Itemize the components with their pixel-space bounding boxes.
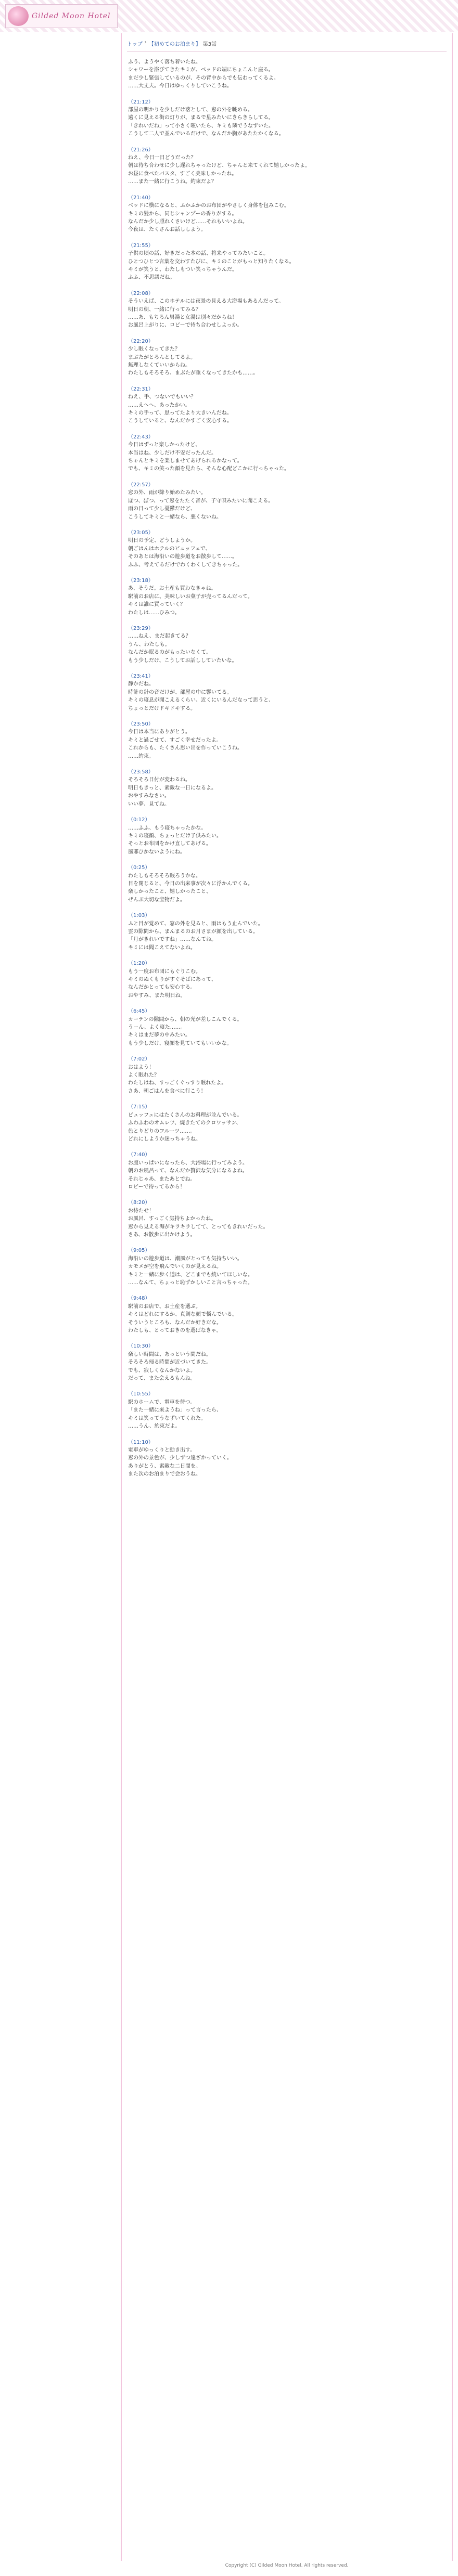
timestamp: （21:12） <box>128 99 154 105</box>
timestamp: （22:20） <box>128 338 154 344</box>
timestamp: （21:55） <box>128 242 154 249</box>
timestamp: （1:03） <box>128 913 150 919</box>
story-paragraph <box>128 816 446 856</box>
paragraph-text: 駅前のお店で、お土産を選ぶ。 キミはどれにするか、真剣な顔で悩んでいる。 そういうところも、なんだか好きだな。 わたしも、とっておきのを選ばなきゃ。 <box>128 1303 237 1334</box>
timestamp: （22:31） <box>128 386 154 392</box>
story-paragraph <box>128 864 446 904</box>
story-paragraph <box>128 1247 446 1287</box>
story-paragraph <box>128 768 446 808</box>
paragraph-text: ベッドに横になると、ふかふかのお布団がやさしく身体を包みこむ。 キミの髪から、同じシャンプーの香りがする。 なんだか少し照れくさいけど……それもいいよね。 今夜は、たくさんお話ししよう。 <box>128 203 289 233</box>
timestamp: （23:18） <box>128 577 154 584</box>
timestamp: （6:45） <box>128 1008 150 1015</box>
timestamp: （22:08） <box>128 290 154 296</box>
paragraph-text: ねえ、手、つないでもいい？ ……えへへ、あったかい。 キミの手って、思ってたより大きいんだね。 こうしていると、なんだかすごく安心する。 <box>128 394 232 424</box>
story-paragraph <box>128 912 446 952</box>
timestamp: （7:02） <box>128 1056 150 1063</box>
timestamp: （7:40） <box>128 1152 150 1158</box>
paragraph-text: ……ふふ、もう寝ちゃったかな。 キミの寝顔、ちょっとだけ子供みたい。 そっとお布団をかけ直してあげる。 風邪ひかないようにね。 <box>128 825 222 855</box>
timestamp: （23:58） <box>128 769 154 775</box>
story-paragraph <box>128 1151 446 1191</box>
story-paragraph <box>128 625 446 665</box>
timestamp: （0:12） <box>128 817 150 823</box>
paragraph-text: 明日の予定、どうしようか。 朝ごはんはホテルのビュッフェで、 そのあとは海沿いの遊歩道をお散歩して……。 ふふ、考えてるだけでわくわくしてきちゃった。 <box>128 538 243 568</box>
timestamp: （9:48） <box>128 1296 150 1302</box>
paragraph-text: 海沿いの遊歩道は、潮風がとっても気持ちいい。 カモメが空を飛んでいくのが見えるね。 キミと一緒に歩く道は、どこまでも続いてほしいな。 ……なんて、ちょっと恥ずかしいこと言っちゃった。 <box>128 1255 253 1286</box>
story-paragraph <box>128 338 446 378</box>
paragraph-text: 楽しい時間は、あっという間だね。 そろそろ帰る時間が近づいてきた。 でも、寂しくなんかないよ。 だって、また会えるもんね。 <box>128 1351 211 1382</box>
story-paragraph <box>128 194 446 234</box>
timestamp: （9:05） <box>128 1248 150 1254</box>
story-paragraph <box>128 960 446 1000</box>
story-paragraph <box>128 385 446 425</box>
paragraph-text: ふと目が覚めて、窓の外を見ると、雨はもう止んでいた。 雲の隙間から、まんまるのお月さまが顔を出している。 「月がきれいですね」……なんてね。 キミには聞こえてないよね。 <box>128 921 263 951</box>
breadcrumb-home-link[interactable]: トップ <box>127 42 143 47</box>
story-page <box>121 33 453 2561</box>
story-paragraph <box>128 290 446 330</box>
timestamp: （11:10） <box>128 1439 154 1445</box>
timestamp: （22:57） <box>128 482 154 488</box>
breadcrumb-current: 第3話 <box>202 42 217 47</box>
divider <box>127 51 447 52</box>
paragraph-text: そろそろ日付が変わるね。 明日もきっと、素敵な一日になるよ。 おやすみなさい。 いい夢、見てね。 <box>128 777 217 807</box>
timestamp: （21:26） <box>128 147 154 153</box>
breadcrumb-section-link[interactable]: 【初めてのお泊まり】 <box>148 42 201 47</box>
logo-emblem-icon <box>8 6 29 26</box>
story-paragraph <box>128 58 446 90</box>
timestamp: （10:30） <box>128 1343 154 1350</box>
paragraph-text: わたしもそろそろ眠ろうかな。 目を閉じると、今日の出来事が次々に浮かんでくる。 楽しかったこと、嬉しかったこと、 ぜんぶ大切な宝物だよ。 <box>128 873 253 903</box>
story-paragraph <box>128 720 446 760</box>
paragraph-text: そういえば、このホテルには夜景の見える大浴場もあるんだって。 明日の朝、一緒に行ってみる？ ……あ、もちろん男湯と女湯は別々だからね！ お風呂上がりに、ロビーで待ち合わせしよっか。 <box>128 299 284 329</box>
paragraph-text: もう一度お布団にもぐりこむ。 キミのぬくもりがすぐそばにあって、 なんだかとっても安心する。 おやすみ、また明日ね。 <box>128 968 217 999</box>
story-paragraph <box>128 1007 446 1047</box>
paragraph-text: あ、そうだ。お土産も買わなきゃね。 駅前のお店に、美味しいお菓子が売ってるんだって。 キミは誰に買っていく？ わたしは……ひみつ。 <box>128 586 253 616</box>
story-paragraph <box>128 672 446 713</box>
story-paragraph <box>128 1295 446 1335</box>
timestamp: （22:43） <box>128 434 154 440</box>
paragraph-text: カーテンの隙間から、朝の光が差しこんでくる。 うーん、よく寝た……。 キミはまだ夢の中みたい。 もう少しだけ、寝顔を見ていてもいいかな。 <box>128 1016 243 1046</box>
copyright-footer: Copyright (C) Gilded Moon Hotel. All rights reserved. <box>225 2563 349 2568</box>
story-paragraph <box>128 1199 446 1239</box>
paragraph-text: お腹いっぱいになったら、大浴場に行ってみよう。 朝のお風呂って、なんだか贅沢な気分になるよね。 それじゃあ、またあとでね。 ロビーで待ってるから！ <box>128 1160 248 1190</box>
story-paragraph <box>128 146 446 186</box>
paragraph-text: ……ねえ、まだ起きてる？ うん、わたしも。 なんだか眠るのがもったいなくて。 もう少しだけ、こうしてお話ししていたいな。 <box>128 633 237 664</box>
timestamp: （23:29） <box>128 625 154 631</box>
paragraph-text: 少し眠くなってきた？ まぶたがとろんとしてるよ。 無理しなくていいからね。 わたしもそろそろ、まぶたが重くなってきたかも……。 <box>128 346 258 377</box>
paragraph-text: 部屋の明かりを少しだけ落として、窓の外を眺める。 遠くに見える街の灯りが、まるで星みたいにきらきらしてる。 「きれいだね」って小さく呟いたら、キミも隣でうなずいた。 こうして二人で並んでいるだけで、なんだか胸があたたかくなる。 <box>128 107 284 137</box>
story-paragraph <box>128 481 446 521</box>
timestamp: （23:05） <box>128 529 154 536</box>
timestamp: （8:20） <box>128 1200 150 1206</box>
paragraph-text: 子供の頃の話、好きだった本の話、将来やってみたいこと。 ひとつひとつ言葉を交わすたびに、キミのことがもっと知りたくなる。 キミが笑うと、わたしもつい笑っちゃうんだ。 ふふ、不思議だね。 <box>128 251 295 281</box>
timestamp: （1:20） <box>128 961 150 967</box>
timestamp: （23:41） <box>128 674 154 679</box>
story-paragraph <box>128 577 446 617</box>
paragraph-text: ねえ、今日一日どうだった？ 朝は待ち合わせに少し遅れちゃったけど、ちゃんと来てくれて嬉しかったよ。 お昼に食べたパスタ、すごく美味しかったね。 ……また一緒に行こうね。約束だよ？ <box>128 155 310 185</box>
breadcrumb <box>127 40 452 47</box>
header-banner <box>0 0 458 32</box>
paragraph-text: 今日はずっと楽しかったけど、 本当はね、少しだけ不安だったんだ。 ちゃんとキミを楽しませてあげられるかなって。 でも、キミの笑った顔を見たら、そんな心配どこかに行っちゃった。 <box>128 442 289 472</box>
story-paragraph <box>128 1055 446 1095</box>
timestamp: （23:50） <box>128 721 154 728</box>
paragraph-text: 今日は本当にありがとう。 キミと過ごせて、すごく幸せだったよ。 これからも、たくさん思い出を作っていこうね。 ……約束。 <box>128 729 243 759</box>
story-paragraph <box>128 1439 446 1479</box>
story-paragraph <box>128 529 446 569</box>
timestamp: （21:40） <box>128 195 154 201</box>
timestamp: （10:55） <box>128 1391 154 1397</box>
story-paragraph <box>128 98 446 138</box>
paragraph-text: ビュッフェにはたくさんのお料理が並んでいる。 ふわふわのオムレツ、焼きたてのクロワッサン、 色とりどりのフルーツ……。 どれにしようか迷っちゃうね。 <box>128 1112 243 1142</box>
paragraph-text: ふう、ようやく落ち着いたね。 シャワーを浴びてきたキミが、ベッドの端にちょこんと座る。 まだ少し緊張しているのが、その背中からでも伝わってくるよ。 ……大丈夫。今日はゆっくりしていこうね。 <box>128 59 279 89</box>
story-paragraph <box>128 433 446 473</box>
paragraph-text: 静かだね。 時計の針の音だけが、部屋の中に響いてる。 キミの寝息が聞こえるくらい、近くにいるんだなって思うと、 ちょっとだけドキドキする。 <box>128 681 274 711</box>
logo-text: Gilded Moon Hotel <box>32 12 111 20</box>
breadcrumb-separator: › <box>144 40 147 45</box>
paragraph-text: 窓の外、雨が降り始めたみたい。 ぽつ、ぽつ、って窓をたたく音が、子守唄みたいに聞こえる。 雨の日って少し憂鬱だけど、 こうしてキミと一緒なら、悪くないね。 <box>128 490 274 520</box>
story-paragraph <box>128 1390 446 1430</box>
paragraph-text: お待たせ！ お風呂、すっごく気持ちよかったね。 窓から見える海がキラキラしてて、とってもきれいだった。 さあ、お散歩に出かけよう。 <box>128 1208 269 1238</box>
paragraph-text: 電車がゆっくりと動き出す。 窓の外の景色が、少しずつ遠ざかっていく。 ありがとう、素敵な二日間を。 また次のお泊まりで会おうね。 <box>128 1447 232 1478</box>
timestamp: （7:15） <box>128 1104 150 1110</box>
paragraph-text: おはよう！ よく眠れた？ わたしはね、すっごくぐっすり眠れたよ。 さあ、朝ごはんを食べに行こう！ <box>128 1064 227 1094</box>
story-paragraph <box>128 1103 446 1143</box>
paragraph-text: 駅のホームで、電車を待つ。 「また一緒に来ようね」って言ったら、 キミは笑ってうなずいてくれた。 ……うん、約束だよ。 <box>128 1399 222 1430</box>
site-logo[interactable] <box>5 4 118 28</box>
story-paragraph <box>128 242 446 282</box>
timestamp: （0:25） <box>128 865 150 871</box>
story-paragraph <box>128 1342 446 1382</box>
story-content <box>122 56 452 1479</box>
